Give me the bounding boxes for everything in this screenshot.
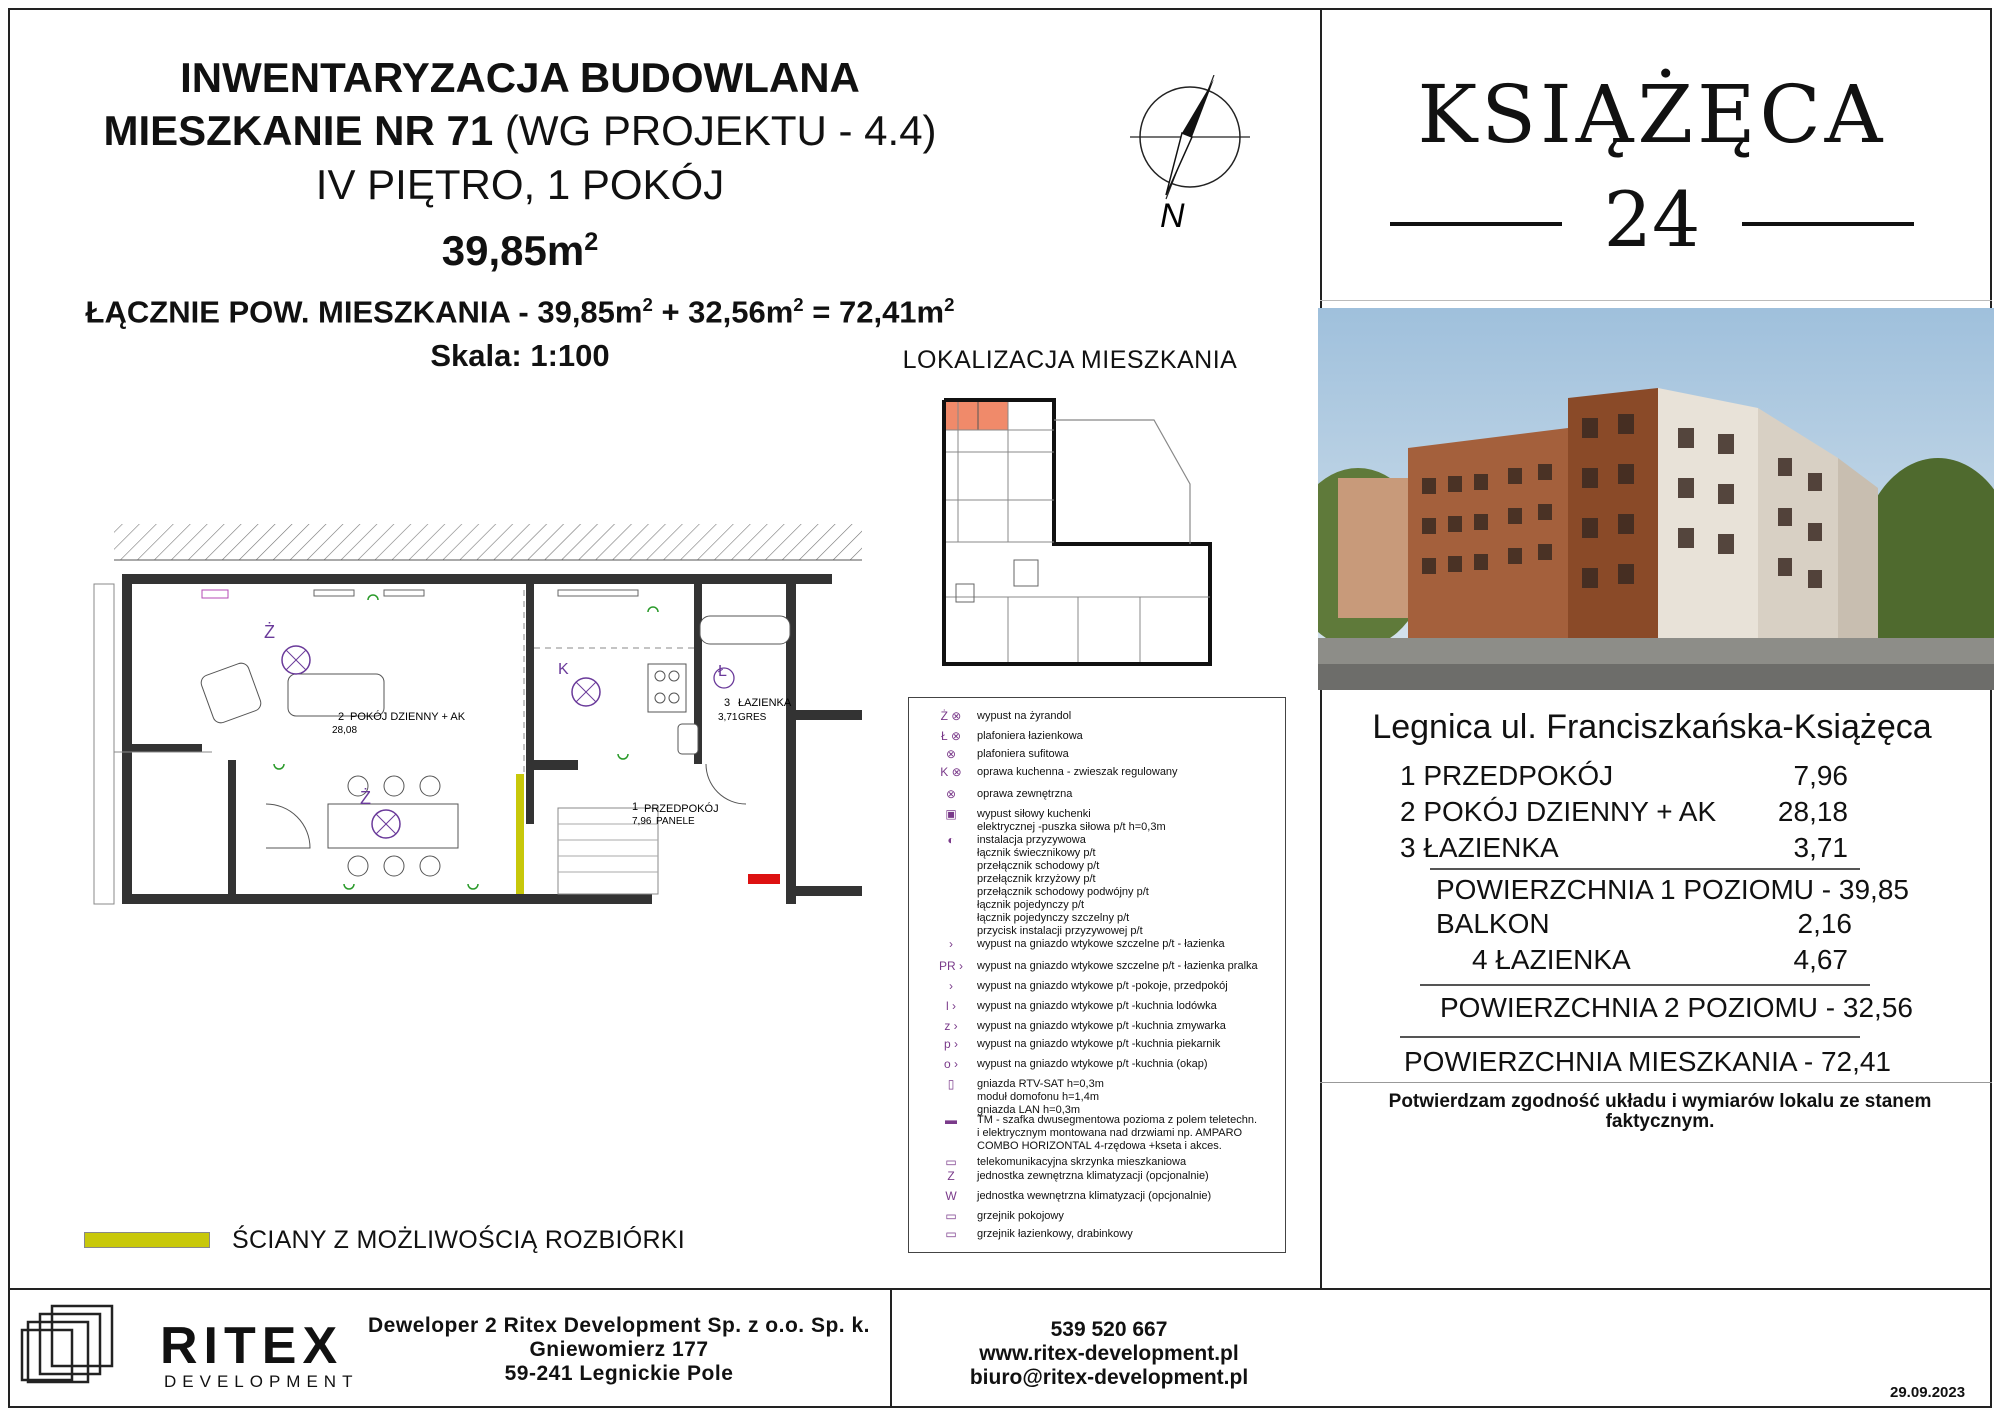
svg-text:Ł: Ł [718,663,727,680]
legend-text: grzejnik łazienkowy, drabinkowy [977,1228,1133,1240]
legend-symbol-icon: W [945,1189,957,1203]
legend-symbol-icon: ▣ [945,807,957,821]
legend-symbol-icon: Ż ⊗ [940,709,962,723]
title-total-area: ŁĄCZNIE POW. MIESZKANIA - $39,85m^2 + 32,56m^2 = 72,41m^2$ [85,294,955,330]
legend-symbol-icon: ▭ [945,1227,957,1241]
contact-info [894,1318,1324,1390]
removable-wall-swatch [84,1232,210,1248]
floor-plan [88,524,864,944]
balcony-row [1436,908,1900,944]
room-value: 28,18 [1777,796,1848,827]
title-block [20,52,1020,378]
room-row-1 [1400,760,1900,796]
svg-text:GRES: GRES [738,712,767,723]
legend-symbol-icon: z › [944,1019,958,1033]
developer-line3: 59-241 Legnickie Pole [504,1362,734,1385]
title-area: $39,85m^2$ [441,227,599,274]
legend-text: TM - szafka dwusegmentowa pozioma z polem teletechn. i elektrycznym montowana nad drzwiami np. AMPARO COMBO HORIZONTAL 4-rzędowa +kseta i akces. [977,1114,1258,1152]
confirmation-text: Potwierdzam zgodność układu i wymiarów lokalu ze stanem faktycznym. [1388,1091,1932,1132]
legend-text: oprawa zewnętrzna [977,788,1073,800]
rule-level2 [1420,984,1870,986]
contact-website[interactable]: www.ritex-development.pl [979,1342,1239,1365]
legend-symbol-icon: PR › [939,959,963,973]
developer-line2: Gniewomierz 177 [529,1338,709,1361]
developer-info [364,1314,874,1386]
room-row-4 [1472,944,1900,980]
legend-symbol-icon: o › [943,1057,958,1071]
north-arrow-icon [1130,75,1250,235]
svg-text:K: K [558,661,569,678]
legend-text: wypust na gniazdo wtykowe p/t -kuchnia (okap) [977,1058,1208,1070]
legend-symbol-icon: ▯ [947,1077,955,1091]
room-name: 3 ŁAZIENKA [1400,832,1559,863]
symbols-legend [908,697,1286,1253]
divider-photo-top [1320,300,1992,301]
developer-line1: Deweloper 2 Ritex Development Sp. z o.o. Sp. k. [368,1314,870,1337]
level1-area: POWIERZCHNIA 1 POZIOMU - 39,85 [1436,874,1909,905]
title-line1: INWENTARYZACJA BUDOWLANA [180,54,860,101]
brand-name: KSIĄŻĘCA [1417,68,1887,161]
location-plan [928,392,1218,672]
location-label: LOKALIZACJA MIESZKANIA [902,346,1238,374]
ritex-name: RITEX [160,1317,344,1375]
legend-symbol-icon: ▬ [945,1113,957,1127]
svg-text:PRZEDPOKÓJ: PRZEDPOKÓJ [644,803,719,815]
svg-text:POKÓJ DZIENNY + AK: POKÓJ DZIENNY + AK [350,711,466,723]
brand-number-row [1320,170,1984,270]
brand-number: 24 [1603,175,1701,264]
svg-text:3,71: 3,71 [718,712,738,723]
legend-symbol-icon: ▭ [945,1155,957,1169]
total-area: POWIERZCHNIA MIESZKANIA - 72,41 [1404,1046,1892,1077]
brand-rule-right [1742,222,1914,226]
legend-symbol-icon: ▭ [945,1209,957,1223]
legend-text: jednostka wewnętrzna klimatyzacji (opcjonalnie) [977,1190,1212,1202]
ritex-logo-icon [18,1296,148,1396]
compass-letter: N [1160,197,1185,235]
room-value: 7,96 [1793,760,1848,791]
legend-text: wypust na gniazdo wtykowe p/t -kuchnia lodówka [977,1000,1217,1012]
legend-text: instalacja przyzywowa łącznik świecznikowy p/t przełącznik schodowy p/t przełącznik krzyżowy p/t przełącznik schodowy podwójny p/t łącznik pojedynczy p/t łącznik pojedynczy szczelny p/t przycisk instalacji przyzywowej p/t [977,834,1149,937]
legend-text: wypust na żyrandol [977,710,1072,722]
legend-symbol-icon: › [949,979,953,993]
divider-footer [8,1288,1992,1290]
legend-text: plafoniera łazienkowa [977,730,1083,742]
legend-text: jednostka zewnętrzna klimatyzacji (opcjonalnie) [977,1170,1209,1182]
legend-symbol-icon: Ł ⊗ [940,729,962,743]
address: Legnica ul. Franciszkańska-Książęca [1372,708,1932,746]
legend-symbol-icon: K ⊗ [940,765,962,779]
room-name: 1 PRZEDPOKÓJ [1400,760,1614,791]
legend-text: plafoniera sufitowa [977,748,1069,760]
legend-text: wypust na gniazdo wtykowe p/t -pokoje, przedpokój [977,980,1228,992]
contact-phone[interactable]: 539 520 667 [1050,1318,1168,1341]
legend-symbol-icon: ⊗ [945,787,957,801]
legend-symbol-icon: p › [943,1037,958,1051]
divider-info-bottom [1320,1082,1992,1083]
room-row-2 [1400,796,1900,832]
legend-text: wypust na gniazdo wtykowe p/t -kuchnia piekarnik [977,1038,1221,1050]
room-value: 4,67 [1793,944,1848,975]
room-name: 4 ŁAZIENKA [1472,944,1631,975]
legend-text: wypust na gniazdo wtykowe p/t -kuchnia zmywarka [977,1020,1226,1032]
legend-symbol-icon: l › [946,999,956,1013]
svg-text:Ż: Ż [360,788,371,808]
footer-divider-1 [890,1288,892,1408]
legend-symbol-icon: ◐ [947,833,955,847]
drawing-date: 29.09.2023 [1890,1384,1966,1401]
svg-text:1: 1 [632,801,639,813]
title-line2: MIESZKANIE NR 71 (WG PROJEKTU - 4.4) [103,107,937,154]
tm-cabinet [748,874,780,884]
balcony-name: BALKON [1436,908,1550,939]
ritex-logo [18,1296,358,1396]
svg-text:Ż: Ż [264,622,275,642]
brand-rule-left [1390,222,1562,226]
legend-text: wypust na gniazdo wtykowe szczelne p/t - łazienka pralka [977,960,1258,972]
legend-text: telekomunikacyjna skrzynka mieszkaniowa [977,1156,1187,1168]
room-name: 2 POKÓJ DZIENNY + AK [1400,796,1717,827]
removable-wall [516,774,524,894]
ritex-sub: DEVELOPMENT [164,1372,359,1391]
rule-total [1400,1036,1860,1038]
building-rendering [1318,308,1994,690]
svg-text:2: 2 [338,711,345,723]
walls-legend [84,1226,804,1266]
legend-text: gniazda RTV-SAT h=0,3m moduł domofonu h=1,4m gniazda LAN h=0,3m [977,1078,1104,1116]
legend-symbol-icon: ⊗ [945,747,957,761]
walls-legend-text: ŚCIANY Z MOŻLIWOŚCIĄ ROZBIÓRKI [232,1226,686,1254]
svg-text:PANELE: PANELE [656,816,695,827]
svg-text:ŁAZIENKA: ŁAZIENKA [738,697,792,709]
legend-symbol-icon: › [949,937,953,951]
room-value: 3,71 [1793,832,1848,863]
svg-text:7,96: 7,96 [632,816,652,827]
legend-symbol-icon: Z [947,1169,955,1183]
legend-text: wypust na gniazdo wtykowe szczelne p/t - łazienka [977,938,1225,950]
contact-email[interactable]: biuro@ritex-development.pl [969,1366,1249,1389]
title-scale: Skala: 1:100 [430,338,610,374]
svg-text:3: 3 [724,697,731,709]
rule-level1 [1430,868,1860,870]
svg-text:28,08: 28,08 [332,725,358,736]
brand-block [1320,60,1984,270]
title-floor: IV PIĘTRO, 1 POKÓJ [315,161,725,208]
apartment-highlight [946,402,1008,430]
balcony-value: 2,16 [1797,908,1852,939]
legend-text: grzejnik pokojowy [977,1210,1064,1222]
room-row-3 [1400,832,1900,868]
legend-text: wypust siłowy kuchenki elektrycznej -puszka siłowa p/t h=0,3m [977,808,1166,833]
legend-text: oprawa kuchenna - zwieszak regulowany [977,766,1178,778]
level2-area: POWIERZCHNIA 2 POZIOMU - 32,56 [1440,992,1913,1023]
